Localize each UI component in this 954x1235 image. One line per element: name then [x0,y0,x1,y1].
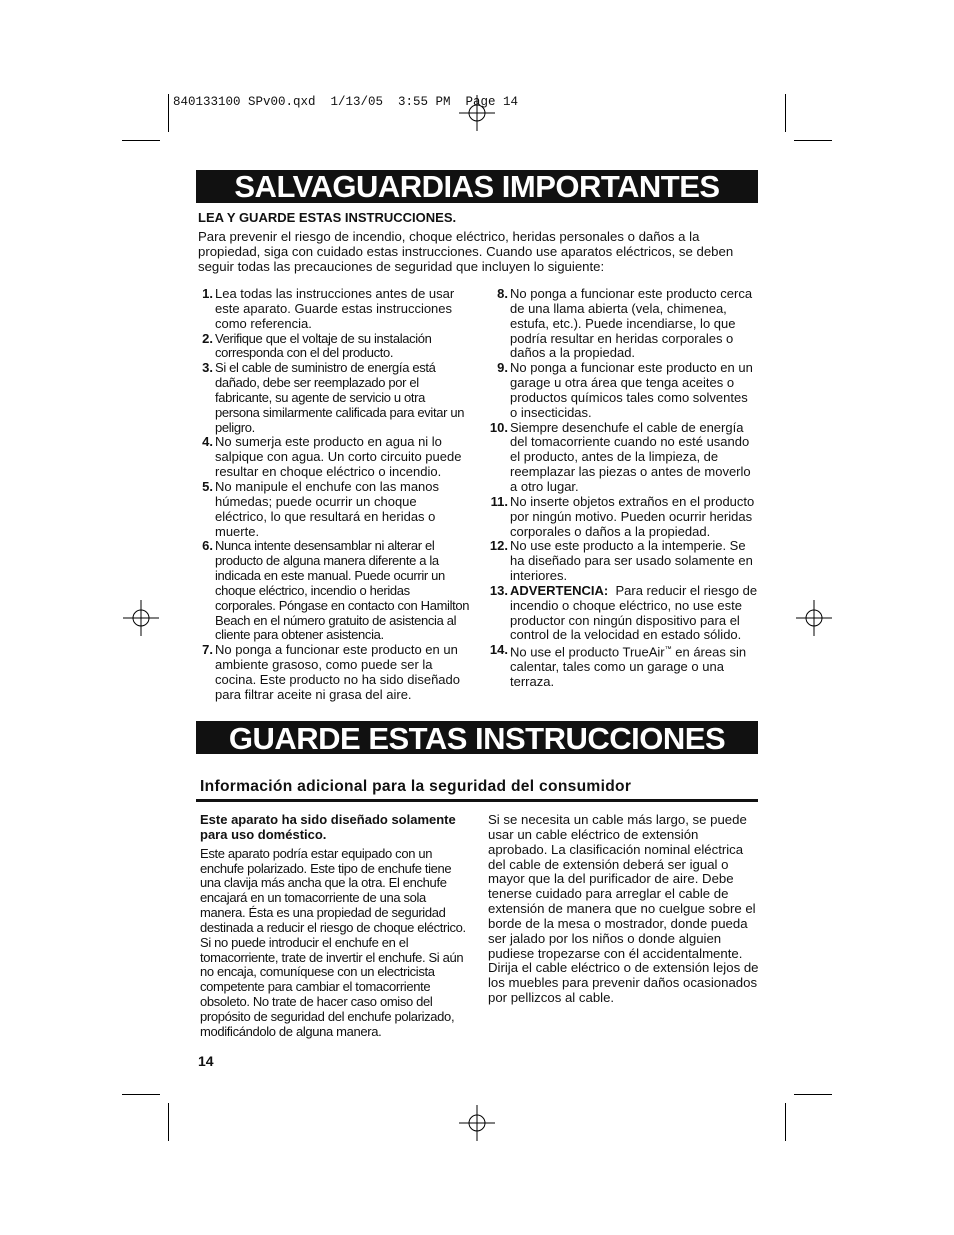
crop-mark [168,94,169,132]
divider-rule [196,799,758,802]
crop-mark [785,94,786,132]
item-text: Verifique que el voltaje de su instalación corresponda con el del producto. [215,330,432,361]
item-text: Si el cable de suministro de energía está dañado, debe ser reemplazado por el fabricante, su agente de servicio u otra persona similarmente calificada para evitar un peligro. [215,360,465,435]
list-item [486,287,758,361]
list-item [486,421,758,495]
item-number: 13. [489,582,508,598]
info-left-heading: Este aparato ha sido diseñado solamente para uso doméstico. [200,812,456,842]
registration-mark-icon [457,93,497,133]
item-text [510,584,758,643]
item-number: 11. [490,493,508,509]
item-number: 14. [489,642,508,658]
intro-paragraph: Para prevenir el riesgo de incendio, choque eléctrico, heridas personales o daños a la propiedad, siga con cuidado estas instrucciones. Cuando use aparatos eléctricos, se deben seguir todas las precauciones de seguridad que incluyen lo siguiente: [198,229,734,274]
trademark-symbol: ™ [664,646,672,654]
crop-mark [794,1094,832,1095]
item-text: Siempre desenchufe el cable de energía del tomacorriente cuando no esté usando el producto, antes de la limpieza, de reemplazar las piezas o antes de moverlo a otro lugar. [510,419,751,494]
list-item [196,643,472,702]
item-text: Lea todas las instrucciones antes de usar este aparato. Guarde estas instrucciones como referencia. [215,286,455,331]
item-text: No manipule el enchufe con las manos húmedas; puede ocurrir un choque eléctrico, lo que resultará en heridas o muerte. [215,478,440,539]
item-number: 1. [202,286,213,301]
item-number: 4. [202,434,213,450]
registration-mark-icon [121,598,161,638]
list-item [196,361,472,435]
list-item [196,332,472,362]
item-number: 2. [202,330,213,346]
crop-mark [785,1103,786,1141]
item-text [510,643,758,690]
list-item [486,584,758,643]
keep-instructions-banner: GUARDE ESTAS INSTRUCCIONES [196,721,758,754]
item-text-part: en áreas sin calentar, tales como un garage o una terraza. [510,644,747,690]
item-text: No ponga a funcionar este producto cerca de una llama abierta (vela, chimenea, estufa, etc.). Puede incendiarse, lo que podría resultar en heridas corporales o daños a la propiedad. [510,286,753,361]
list-item [486,361,758,420]
warning-keyword: ADVERTENCIA: [510,582,609,598]
item-text: No sumerja este producto en agua ni lo salpique con agua. Un corto circuito puede resultar en choque eléctrico o incendio. [215,434,462,480]
item-number: 9. [497,360,508,376]
info-left-column [200,813,472,1040]
registration-mark-icon [794,598,834,638]
item-text: No ponga a funcionar este producto en un ambiente grasoso, como puede ser la cocina. Este producto no ha sido diseñado para filtrar aceite ni grasa del aire. [215,642,461,702]
info-left-body: Este aparato podría estar equipado con un enchufe polarizado. Este tipo de enchufe tiene una clavija más ancha que la otra. El enchufe encajará en un tomacorriente de una sola manera. Ésta es una propiedad de seguridad destinada a reducir el riesgo de choque eléctrico. Si no puede introducir el enchufe en el tomacorriente, trate de invertir el enchufe. Si aún no encaja, comuníquese con un electricista competente para cambiar el tomacorriente obsoleto. No trate de hacer caso omiso del propósito de seguridad del enchufe polarizado, modificándolo de alguna manera. [200,845,466,1039]
list-item [196,539,472,643]
lead-heading: LEA Y GUARDE ESTAS INSTRUCCIONES. [198,210,457,225]
item-number: 8. [497,286,508,301]
list-item [196,435,472,480]
list-item [196,287,472,332]
list-item [486,643,758,690]
item-number: 12. [489,538,508,554]
item-number: 7. [202,642,213,658]
crop-mark [794,140,832,141]
section-subheading: Información adicional para la seguridad del consumidor [200,778,632,795]
page-number: 14 [198,1053,214,1069]
crop-mark [122,1094,160,1095]
item-text: No use este producto a la intemperie. Se ha diseñado para ser usado solamente en interiores. [510,538,753,584]
item-number: 5. [202,478,213,494]
item-text: Nunca intente desensamblar ni alterar el producto de alguna manera diferente a la indicada en este manual. Puede ocurrir un choque eléctrico, incendio o heridas corporales. Póngase en contacto con Hamilton Beach en el número gratuito de asistencia al cliente para obtener asistencia. [215,538,470,643]
list-item [486,539,758,584]
item-number: 3. [202,360,213,376]
warning-text: Para reducir el riesgo de incendio o choque eléctrico, no use este productor con ningún dispositivo para el control de la velocidad en estado sólido. [510,582,758,643]
info-right-column: Si se necesita un cable más largo, se puede usar un cable eléctrico de extensión aprobado. La clasificación nominal eléctrica del cable de extensión deberá ser igual o mayor que la del purificador de aire. Debe tenerse cuidado para arreglar el cable de extensión de manera que no cuelgue sobre el borde de la mesa o mostrador, donde pueda ser jalado por los niños o donde alguien pudiese tropezarse con él accidentalmente. Dirija el cable eléctrico o de extensión lejos de los muebles para prevenir daños ocasionados por pellizcos al cable. [488,812,759,1006]
item-text: No ponga a funcionar este producto en un garage u otra área que tenga aceites o productos químicos tales como solventes o insecticidas. [510,360,753,420]
print-slug: 840133100 SPv00.qxd 1/13/05 3:55 PM Page 14 [173,95,519,109]
list-item [486,495,758,540]
item-text-part: No use el producto TrueAir [510,644,665,660]
safeguards-banner: SALVAGUARDIAS IMPORTANTES [196,170,758,203]
crop-mark [168,1103,169,1141]
registration-mark-icon [457,1103,497,1143]
item-number: 6. [202,538,213,554]
crop-mark [122,140,160,141]
safeguards-list-left [196,287,472,703]
list-item [196,480,472,539]
item-text: No inserte objetos extraños en el producto por ningún motivo. Pueden ocurrir heridas corporales o daños a la propiedad. [510,493,755,539]
safeguards-list-right [486,287,758,690]
item-number: 10. [489,419,508,435]
